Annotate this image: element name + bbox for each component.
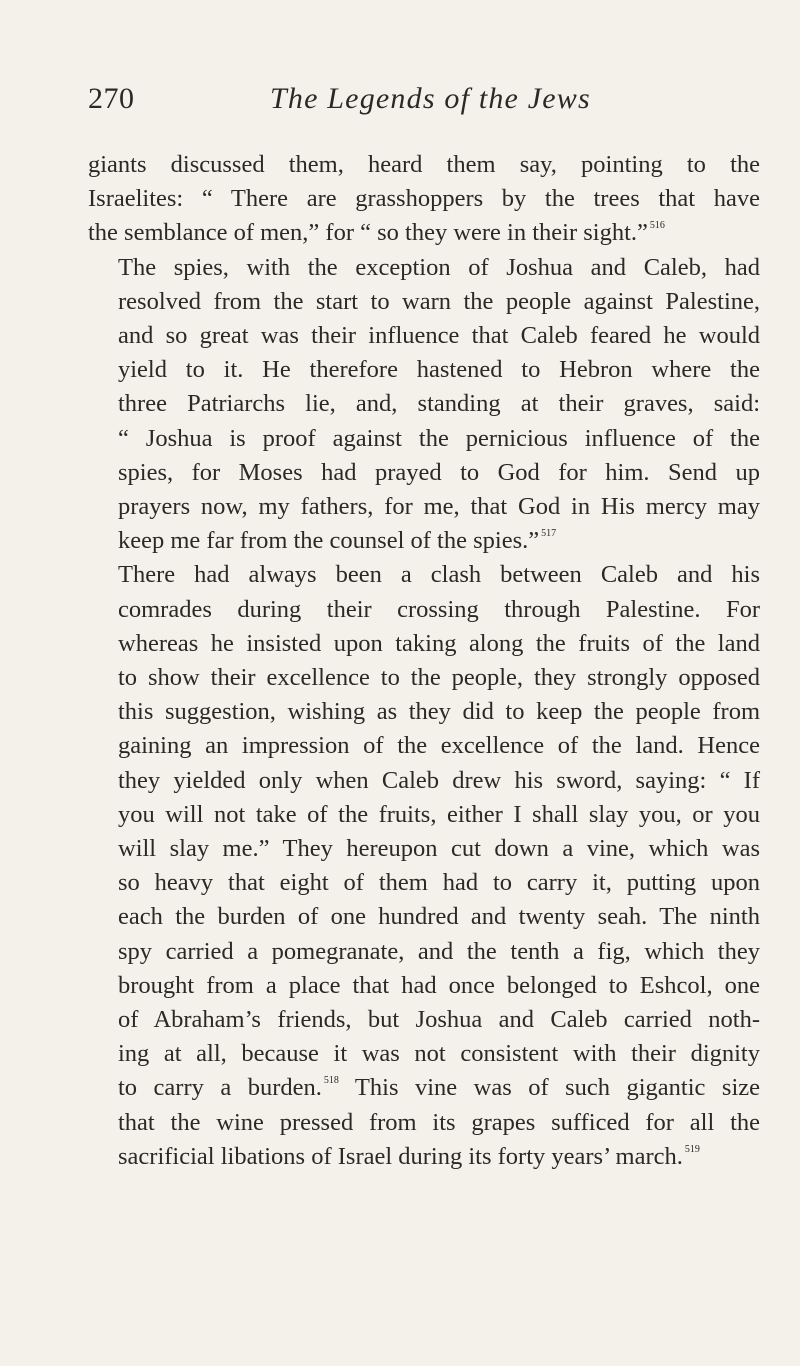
footnote-marker: 517 <box>541 528 557 540</box>
text-line-content: This vine was of such gigantic size <box>338 1074 761 1102</box>
text-line: whereas he insisted upon taking along the fruits of the land <box>118 629 760 657</box>
text-line-content: to carry a burden. <box>118 1074 322 1102</box>
text-line: prayers now, my fathers, for me, that God in His mercy may <box>118 493 760 521</box>
text-line: spy carried a pomegranate, and the tenth a fig, which they <box>118 937 760 965</box>
text-line: to show their excellence to the people, they strongly opposed <box>118 664 760 692</box>
body-text <box>88 148 760 1174</box>
running-title: The Legends of the Jews <box>270 82 591 115</box>
text-line: will slay me.” They hereupon cut down a vine, which was <box>118 835 760 863</box>
text-line: There had always been a clash between Caleb and his <box>118 561 760 589</box>
text-line: three Patriarchs lie, and, standing at their graves, said: <box>118 390 760 418</box>
text-line: that the wine pressed from its grapes sufficed for all the <box>118 1108 760 1136</box>
text-line: gaining an impression of the excellence of the land. Hence <box>118 732 760 760</box>
footnote-marker: 516 <box>649 220 665 232</box>
running-head <box>0 82 800 122</box>
text-line: this suggestion, wishing as they did to keep the people from <box>118 698 760 726</box>
text-line: The spies, with the exception of Joshua and Caleb, had <box>118 253 760 281</box>
text-line: so heavy that eight of them had to carry it, putting upon <box>118 869 760 897</box>
text-line: each the burden of one hundred and twenty seah. The ninth <box>118 903 760 931</box>
text-line-content: keep me far from the counsel of the spies.” <box>118 527 540 555</box>
text-line: they yielded only when Caleb drew his sword, saying: “ If <box>118 766 760 794</box>
paragraph-3 <box>88 558 760 1174</box>
text-line: of Abraham’s friends, but Joshua and Caleb carried noth- <box>118 1006 760 1034</box>
text-line: yield to it. He therefore hastened to Hebron where the <box>118 356 760 384</box>
text-line <box>88 216 760 250</box>
text-line-content: sacrificial libations of Israel during its forty years’ march. <box>118 1142 683 1170</box>
text-line: giants discussed them, heard them say, pointing to the <box>88 151 760 178</box>
text-line: brought from a place that had once belonged to Eshcol, one <box>118 971 760 999</box>
page-number: 270 <box>88 82 135 115</box>
text-line: resolved from the start to warn the people against Palestine, <box>118 287 760 315</box>
text-line: Israelites: “ There are grasshoppers by the trees that have <box>88 185 760 213</box>
paragraph-2 <box>88 251 760 559</box>
text-line <box>88 524 760 558</box>
text-line-content: the semblance of men,” for “ so they were in their sight.” <box>88 219 648 247</box>
text-line <box>88 1140 760 1174</box>
text-line: “ Joshua is proof against the pernicious influence of the <box>118 424 760 452</box>
text-line: ing at all, because it was not consistent with their dignity <box>118 1040 760 1068</box>
footnote-marker: 519 <box>684 1143 700 1155</box>
text-line: comrades during their crossing through Palestine. For <box>118 595 760 623</box>
text-line <box>88 1071 760 1105</box>
paragraph-1 <box>88 148 760 251</box>
text-line: and so great was their influence that Caleb feared he would <box>118 322 760 350</box>
footnote-marker: 518 <box>323 1075 339 1087</box>
text-line: spies, for Moses had prayed to God for him. Send up <box>118 458 760 486</box>
text-line: you will not take of the fruits, either I shall slay you, or you <box>118 800 760 828</box>
